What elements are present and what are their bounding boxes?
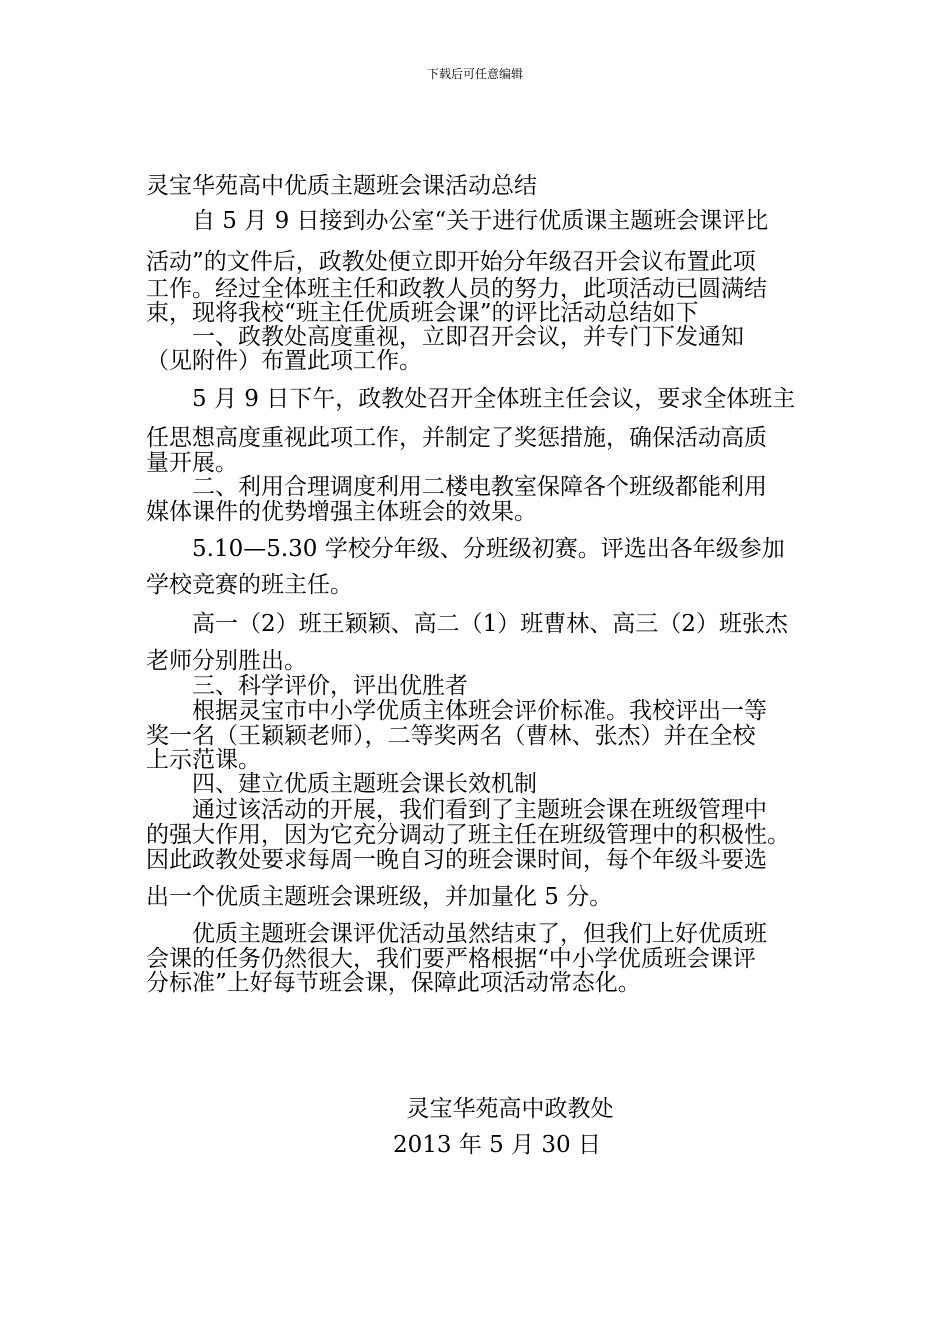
body-line: 奖一名（王颖颖老师），二等奖两名（曹林、张杰）并在全校 (146, 723, 756, 749)
body-line: 高一（2）班王颖颖、高二（1）班曹林、高三（2）班张杰 (192, 611, 788, 637)
section-heading-2: 二、利用合理调度利用二楼电教室保障各个班级都能利用 (192, 474, 767, 500)
body-line: 自 5 月 9 日接到办公室“关于进行优质课主题班会课评比 (192, 208, 769, 234)
section-heading-4: 四、建立优质主题班会课长效机制 (192, 771, 537, 797)
body-line: 活动”的文件后，政教处便立即开始分年级召开会议布置此项 (146, 249, 756, 275)
body-line: 量开展。 (146, 450, 238, 476)
body-line: 出一个优质主题班会课班级，并加量化 5 分。 (146, 884, 613, 910)
signature-date: 2013 年 5 月 30 日 (393, 1132, 601, 1158)
doc-title: 灵宝华苑高中优质主题班会课活动总结 (146, 173, 537, 199)
body-line: 上示范课。 (146, 747, 261, 773)
body-line: 工作。经过全体班主任和政教人员的努力，此项活动已圆满结 (146, 276, 767, 302)
body-line: 5.10—5.30 学校分年级、分班级初赛。评选出各年级参加 (192, 536, 785, 562)
section-heading-3: 三、科学评价，评出优胜者 (192, 673, 468, 699)
body-line: （见附件）布置此项工作。 (146, 348, 422, 374)
section-heading-1: 一、政教处高度重视，立即召开会议，并专门下发通知 (192, 324, 744, 350)
body-line: 分标准”上好每节班会课，保障此项活动常态化。 (146, 970, 641, 996)
body-line: 通过该活动的开展，我们看到了主题班会课在班级管理中 (192, 797, 767, 823)
body-line: 媒体课件的优势增强主体班会的效果。 (146, 499, 537, 525)
body-line: 5 月 9 日下午，政教处召开全体班主任会议，要求全体班主 (192, 386, 796, 412)
body-line: 因此政教处要求每周一晚自习的班会课时间，每个年级斗要选 (146, 847, 767, 873)
body-line: 会课的任务仍然很大，我们要严格根据“中小学优质班会课评 (146, 946, 756, 972)
body-line: 任思想高度重视此项工作，并制定了奖惩措施，确保活动高质 (146, 425, 767, 451)
body-line: 的强大作用，因为它充分调动了班主任在班级管理中的积极性。 (146, 822, 790, 848)
body-line: 老师分别胜出。 (146, 648, 307, 674)
body-line: 根据灵宝市中小学优质主体班会评价标准。我校评出一等 (192, 698, 767, 724)
header-note: 下载后可任意编辑 (426, 67, 523, 81)
signature-org: 灵宝华苑高中政教处 (406, 1096, 614, 1122)
body-line: 束，现将我校“班主任优质班会课”的评比活动总结如下 (146, 300, 699, 326)
body-line: 学校竞赛的班主任。 (146, 572, 353, 598)
body-line: 优质主题班会课评优活动虽然结束了，但我们上好优质班 (192, 921, 767, 947)
